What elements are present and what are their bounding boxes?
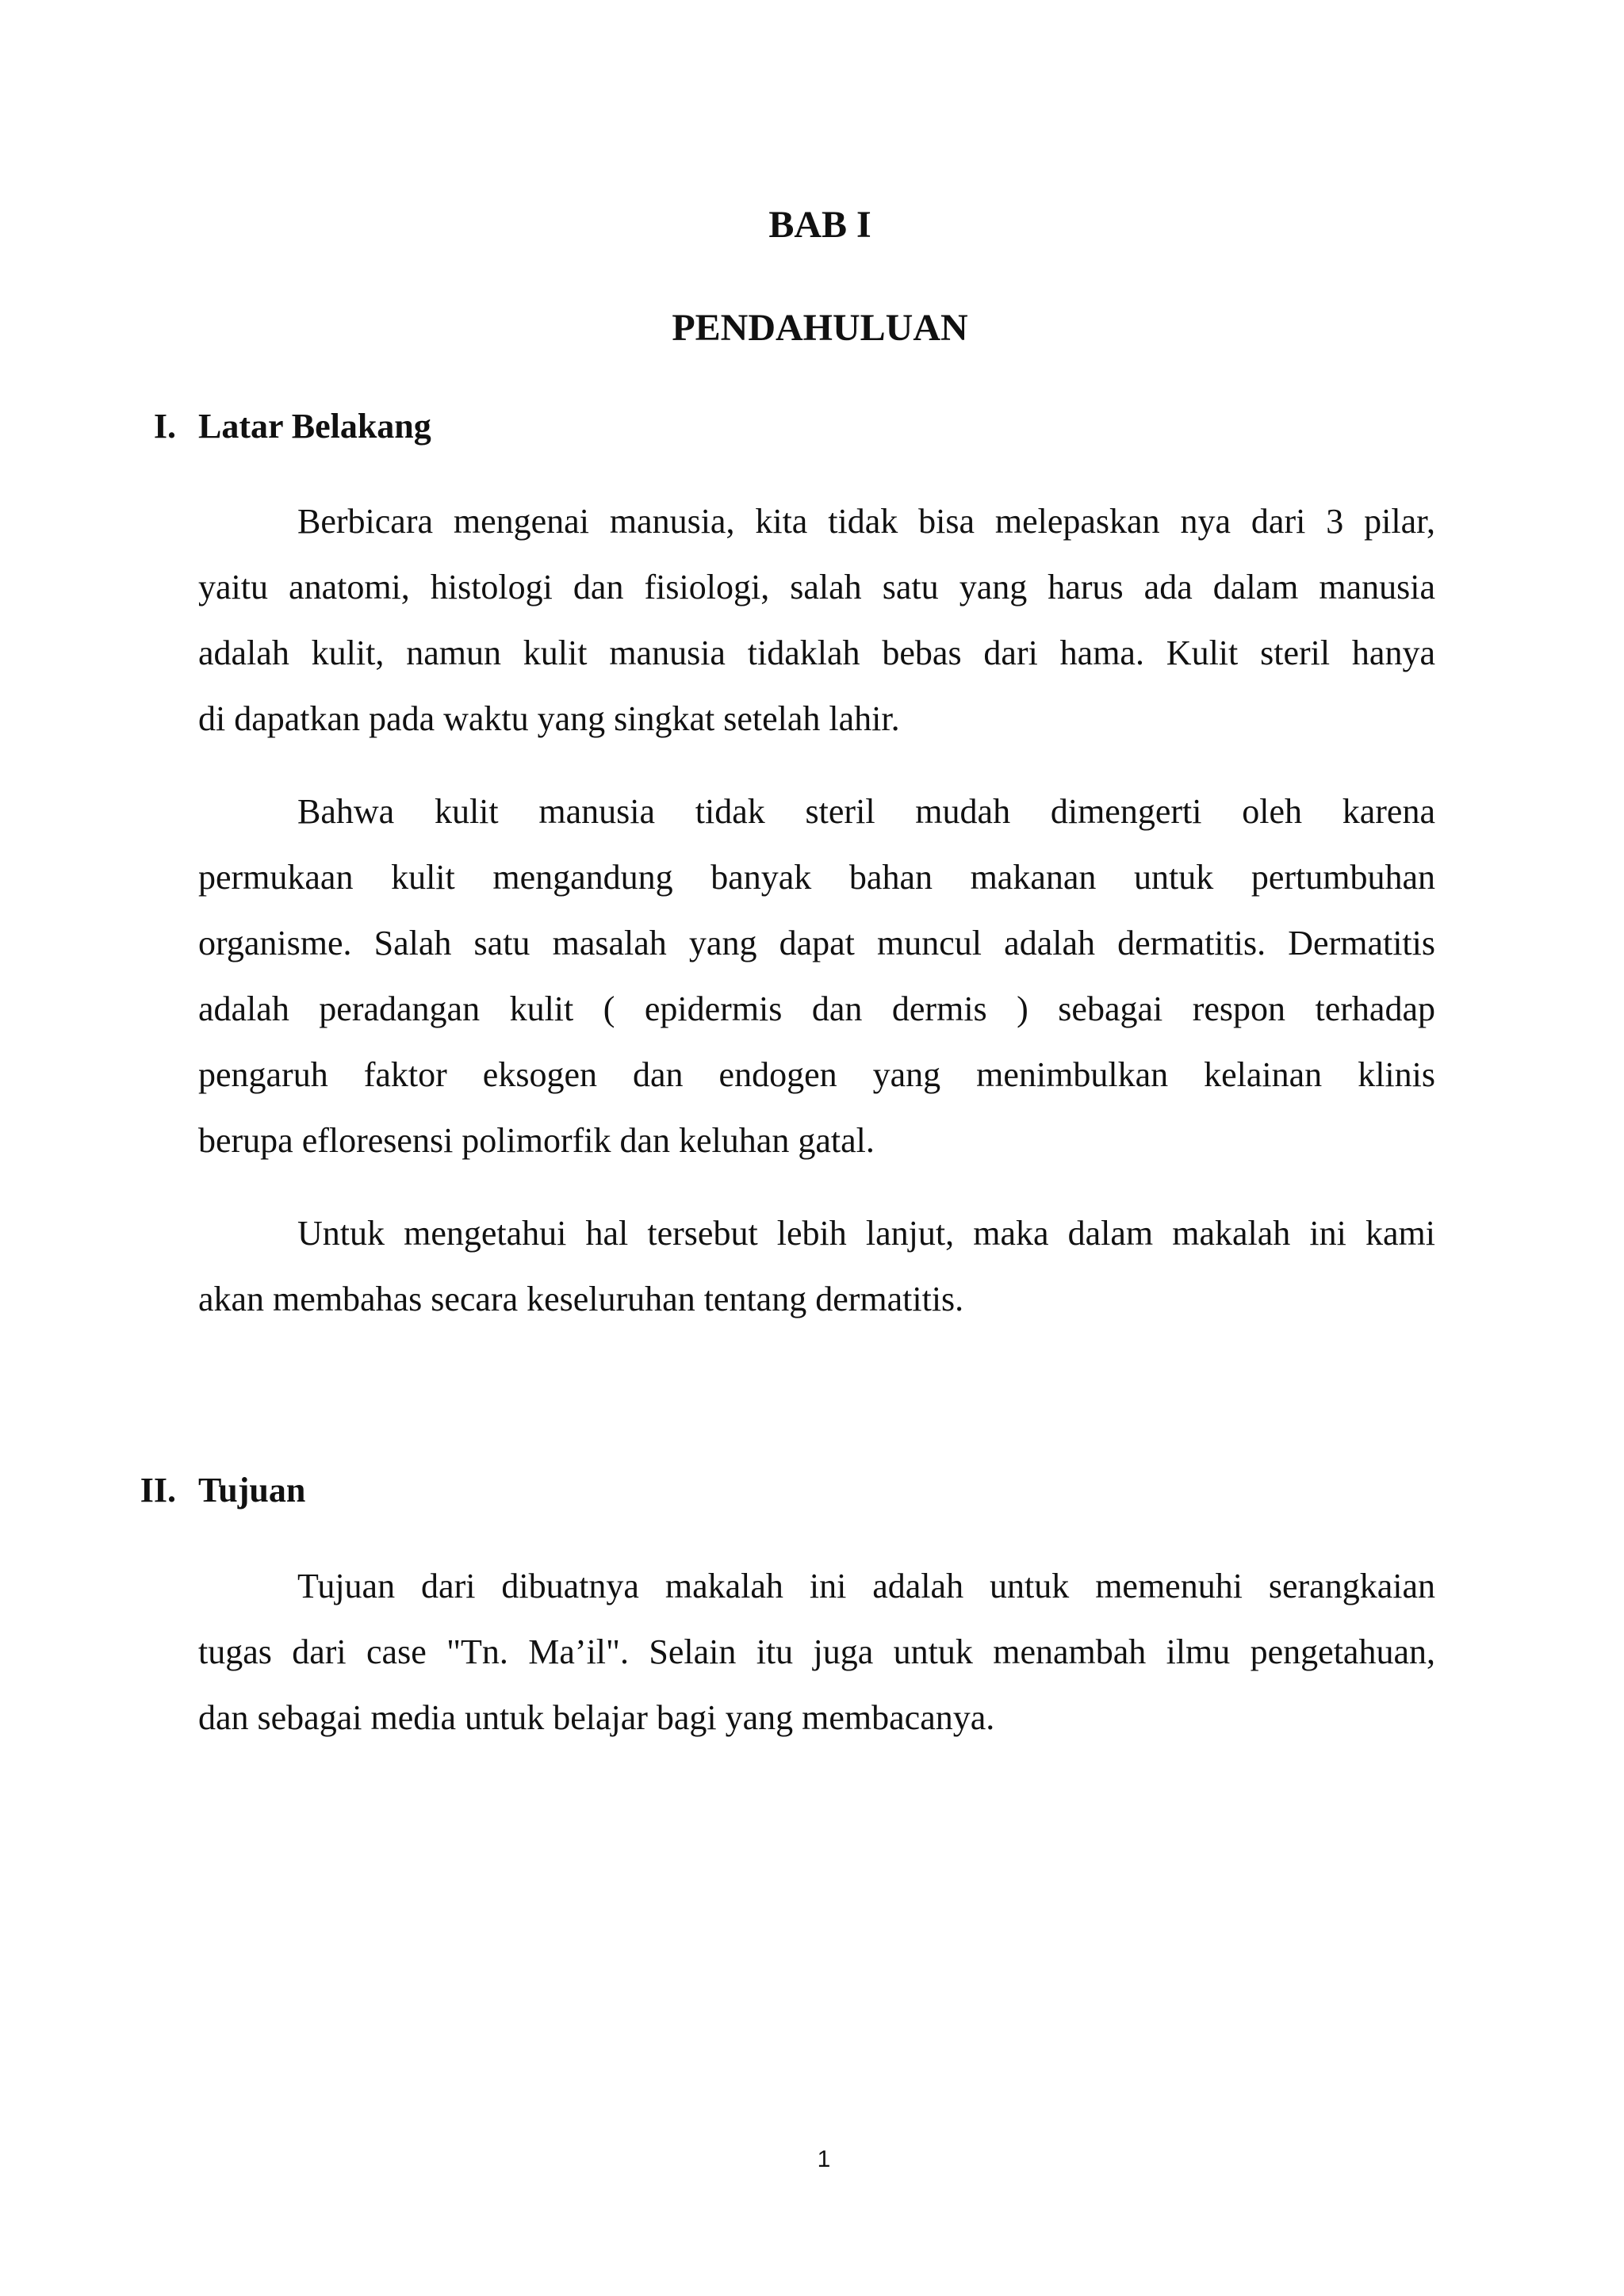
section-title: Tujuan — [198, 1471, 306, 1510]
paragraph-line: adalah peradangan kulit ( epidermis dan dermis ) sebagai respon terhadap — [198, 989, 1435, 1028]
paragraph-line: Untuk mengetahui hal tersebut lebih lanjut, maka dalam makalah ini kami — [297, 1214, 1435, 1253]
section-heading-latar-belakang — [153, 404, 431, 449]
section-number: II. — [140, 1471, 176, 1510]
page-number: 1 — [817, 2146, 831, 2172]
paragraph-line: Tujuan dari dibuatnya makalah ini adalah untuk memenuhi serangkaian — [297, 1567, 1435, 1605]
chapter-number: BAB I — [768, 204, 871, 246]
paragraph-line: berupa efloresensi polimorfik dan keluhan gatal. — [198, 1121, 875, 1160]
paragraph-line: dan sebagai media untuk belajar bagi yang membacanya. — [198, 1698, 995, 1737]
paragraph-line: akan membahas secara keseluruhan tentang dermatitis. — [198, 1280, 964, 1318]
paragraph-line: organisme. Salah satu masalah yang dapat muncul adalah dermatitis. Dermatitis — [198, 924, 1435, 962]
paragraph-line: adalah kulit, namun kulit manusia tidaklah bebas dari hama. Kulit steril hanya — [198, 633, 1435, 672]
paragraph-line: Bahwa kulit manusia tidak steril mudah dimengerti oleh karena — [297, 792, 1435, 831]
paragraph-line: tugas dari case "Tn. Ma’il". Selain itu juga untuk menambah ilmu pengetahuan, — [198, 1632, 1435, 1671]
paragraph-line: yaitu anatomi, histologi dan fisiologi, salah satu yang harus ada dalam manusia — [198, 568, 1435, 607]
paragraph-line: di dapatkan pada waktu yang singkat setelah lahir. — [198, 699, 900, 738]
section-heading-tujuan — [140, 1468, 306, 1513]
chapter-title: PENDAHULUAN — [672, 307, 968, 349]
paragraph-line: Berbicara mengenai manusia, kita tidak bisa melepaskan nya dari 3 pilar, — [297, 502, 1435, 541]
paragraph-line: pengaruh faktor eksogen dan endogen yang menimbulkan kelainan klinis — [198, 1055, 1435, 1094]
section-title: Latar Belakang — [198, 407, 431, 446]
paragraph-line: permukaan kulit mengandung banyak bahan makanan untuk pertumbuhan — [198, 858, 1435, 897]
section-number: I. — [153, 407, 176, 446]
